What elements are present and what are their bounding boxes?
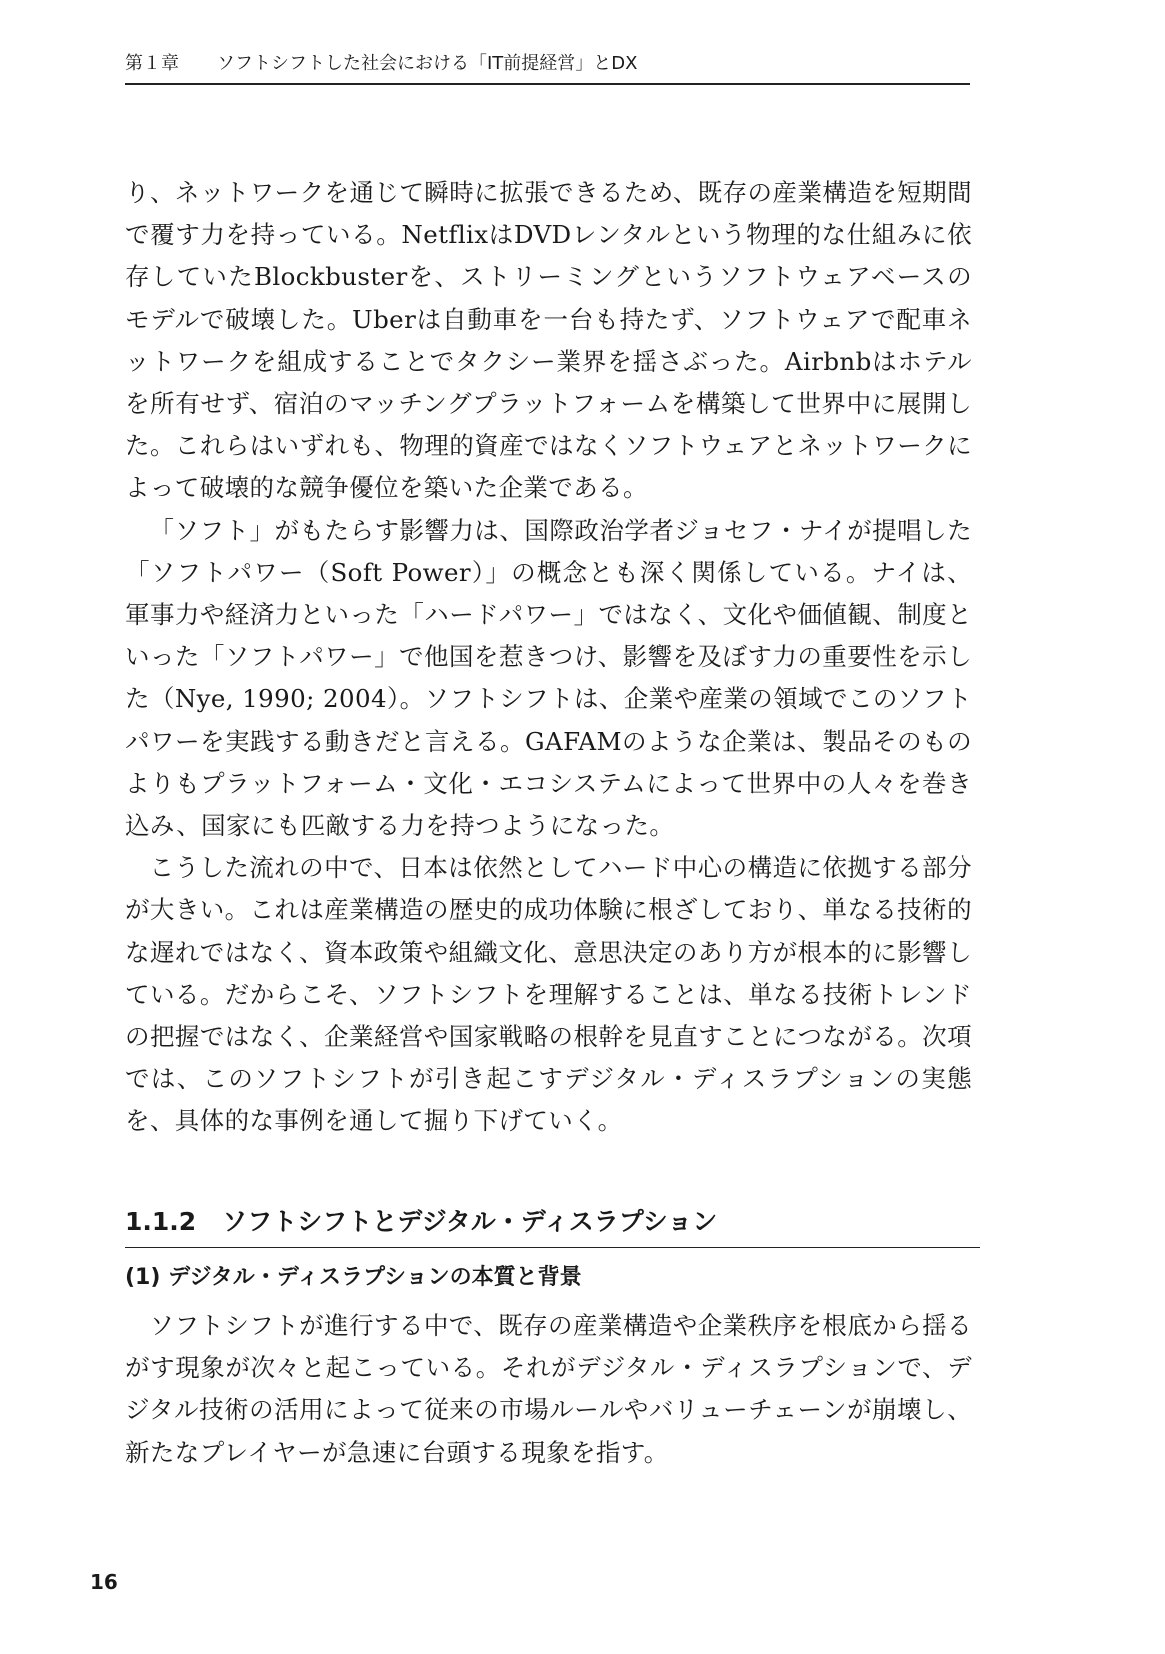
body-text — [125, 172, 972, 1143]
subsection-heading: (1) デジタル・ディスラプションの本質と背景 — [125, 1265, 582, 1290]
paragraph: り、ネットワークを通じて瞬時に拡張できるため、既存の産業構造を短期間で覆す力を持っている。NetflixはDVDレンタルという物理的な仕組みに依存していたBlockbusterを、ストリーミングというソフトウェアベースのモデルで破壊した。Uberは自動車を一台も持たず、ソフトウェアで配車ネットワークを組成することでタクシー業界を揺さぶった。Airbnbはホテルを所有せず、宿泊のマッチングプラットフォームを構築して世界中に展開した。これらはいずれも、物理的資産ではなくソフトウェアとネットワークによって破壊的な競争優位を築いた企業である。 — [125, 178, 972, 503]
chapter-label: 第１章 — [125, 53, 179, 74]
section-title: ソフトシフトとデジタル・ディスラプション — [222, 1207, 718, 1236]
section-body-text — [125, 1305, 972, 1474]
paragraph: 「ソフト」がもたらす影響力は、国際政治学者ジョセフ・ナイが提唱した「ソフトパワー（Soft Power）」の概念とも深く関係している。ナイは、軍事力や経済力といった「ハードパワー」ではなく、文化や価値観、制度といった「ソフトパワー」で他国を惹きつけ、影響を及ぼす力の重要性を示した（Nye, 1990; 2004）。ソフトシフトは、企業や産業の領域でこのソフトパワーを実践する動きだと言える。GAFAMのような企業は、製品そのものよりもプラットフォーム・文化・エコシステムによって世界中の人々を巻き込み、国家にも匹敵する力を持つようになった。 — [125, 515, 972, 841]
running-head — [125, 53, 970, 85]
section-heading — [125, 1205, 980, 1248]
chapter-title: ソフトシフトした社会における「IT前提経営」とDX — [217, 53, 638, 74]
page-number: 16 — [90, 1570, 118, 1594]
section-number: 1.1.2 — [125, 1207, 197, 1236]
paragraph: こうした流れの中で、日本は依然としてハード中心の構造に依拠する部分が大きい。これは産業構造の歴史的成功体験に根ざしており、単なる技術的な遅れではなく、資本政策や組織文化、意思決定のあり方が根本的に影響している。だからこそ、ソフトシフトを理解することは、単なる技術トレンドの把握ではなく、企業経営や国家戦略の根幹を見直すことにつながる。次項では、このソフトシフトが引き起こすデジタル・ディスラプションの実態を、具体的な事例を通して掘り下げていく。 — [125, 853, 972, 1136]
paragraph: ソフトシフトが進行する中で、既存の産業構造や企業秩序を根底から揺るがす現象が次々と起こっている。それがデジタル・ディスラプションで、デジタル技術の活用によって従来の市場ルールやバリューチェーンが崩壊し、新たなプレイヤーが急速に台頭する現象を指す。 — [125, 1311, 972, 1467]
